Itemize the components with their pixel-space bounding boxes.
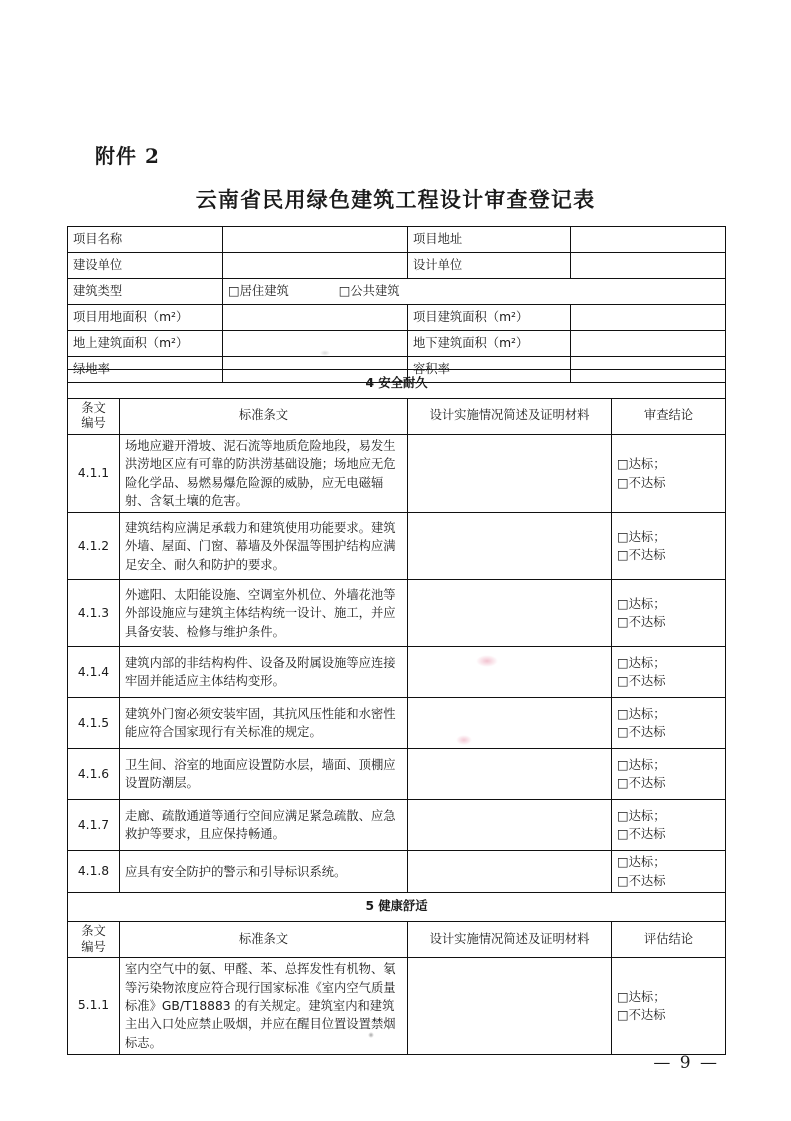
table-row bbox=[68, 958, 726, 1055]
table-row bbox=[68, 434, 726, 513]
field-value-project-address[interactable] bbox=[571, 227, 726, 253]
description-input[interactable] bbox=[408, 513, 612, 580]
field-label-above-ground-area: 地上建筑面积（m²） bbox=[68, 331, 223, 357]
description-input[interactable] bbox=[408, 851, 612, 893]
section-safety-durability-table bbox=[67, 369, 726, 1055]
checkbox-pass[interactable]: □达标； bbox=[617, 530, 666, 545]
clause-no: 4.1.7 bbox=[68, 800, 120, 851]
field-value-construction-unit[interactable] bbox=[223, 253, 408, 279]
description-input[interactable] bbox=[408, 958, 612, 1055]
checkbox-pass[interactable]: □达标； bbox=[617, 758, 666, 773]
checkbox-fail[interactable]: □不达标 bbox=[617, 827, 666, 842]
table-row bbox=[68, 749, 726, 800]
table-row bbox=[68, 513, 726, 580]
result-checkboxes[interactable] bbox=[612, 698, 726, 749]
clause-text: 建筑外门窗必须安装牢固，其抗风压性能和水密性能应符合国家现行有关标准的规定。 bbox=[120, 698, 408, 749]
table-row bbox=[68, 800, 726, 851]
checkbox-fail[interactable]: □不达标 bbox=[617, 615, 666, 630]
field-label-construction-unit: 建设单位 bbox=[68, 253, 223, 279]
description-input[interactable] bbox=[408, 800, 612, 851]
checkbox-fail[interactable]: □不达标 bbox=[617, 873, 666, 888]
field-label-site-area: 项目用地面积（m²） bbox=[68, 305, 223, 331]
description-input[interactable] bbox=[408, 434, 612, 513]
checkbox-fail[interactable]: □不达标 bbox=[617, 548, 666, 563]
column-header-description: 设计实施情况简述及证明材料 bbox=[408, 399, 612, 435]
clause-no: 4.1.2 bbox=[68, 513, 120, 580]
clause-text: 卫生间、浴室的地面应设置防水层，墙面、顶棚应设置防潮层。 bbox=[120, 749, 408, 800]
field-label-underground-area: 地下建筑面积（m²） bbox=[408, 331, 571, 357]
field-label-project-name: 项目名称 bbox=[68, 227, 223, 253]
table-row bbox=[68, 253, 726, 279]
checkbox-public-building[interactable]: □公共建筑 bbox=[338, 283, 400, 298]
table-row bbox=[68, 279, 726, 305]
clause-no: 5.1.1 bbox=[68, 958, 120, 1055]
field-label-green-ratio: 绿地率 bbox=[68, 357, 223, 383]
checkbox-pass[interactable]: □达标； bbox=[617, 989, 666, 1004]
checkbox-fail[interactable]: □不达标 bbox=[617, 776, 666, 791]
checkbox-fail[interactable]: □不达标 bbox=[617, 674, 666, 689]
checkbox-fail[interactable]: □不达标 bbox=[617, 725, 666, 740]
attachment-label: 附件 2 bbox=[95, 144, 160, 168]
field-label-project-address: 项目地址 bbox=[408, 227, 571, 253]
registration-form-table bbox=[67, 226, 726, 383]
field-value-project-floor-area[interactable] bbox=[571, 305, 726, 331]
field-value-underground-area[interactable] bbox=[571, 331, 726, 357]
clause-no: 4.1.5 bbox=[68, 698, 120, 749]
column-header-clause: 标准条文 bbox=[120, 922, 408, 958]
clause-text: 走廊、疏散通道等通行空间应满足紧急疏散、应急救护等要求，且应保持畅通。 bbox=[120, 800, 408, 851]
result-checkboxes[interactable] bbox=[612, 800, 726, 851]
description-input[interactable] bbox=[408, 580, 612, 647]
checkbox-pass[interactable]: □达标； bbox=[617, 457, 666, 472]
checkbox-pass[interactable]: □达标； bbox=[617, 707, 666, 722]
section-title-safety-durability: 4 安全耐久 bbox=[68, 370, 726, 399]
section-header-row bbox=[68, 893, 726, 922]
result-checkboxes[interactable] bbox=[612, 434, 726, 513]
checkbox-pass[interactable]: □达标； bbox=[617, 656, 666, 671]
clause-text: 建筑内部的非结构构件、设备及附属设施等应连接牢固并能适应主体结构变形。 bbox=[120, 647, 408, 698]
page-title: 云南省民用绿色建筑工程设计审查登记表 bbox=[195, 187, 596, 212]
column-header-clause: 标准条文 bbox=[120, 399, 408, 435]
checkbox-residential-building[interactable]: □居住建筑 bbox=[228, 283, 289, 298]
clause-no: 4.1.6 bbox=[68, 749, 120, 800]
field-label-building-type: 建筑类型 bbox=[68, 279, 223, 305]
checkbox-pass[interactable]: □达标； bbox=[617, 855, 666, 870]
page-number: — 9 — bbox=[653, 1053, 719, 1073]
table-row bbox=[68, 647, 726, 698]
field-value-design-unit[interactable] bbox=[571, 253, 726, 279]
table-row bbox=[68, 331, 726, 357]
table-row bbox=[68, 227, 726, 253]
table-row bbox=[68, 851, 726, 893]
field-label-plot-ratio: 容积率 bbox=[408, 357, 571, 383]
clause-text: 室内空气中的氨、甲醛、苯、总挥发性有机物、氡等污染物浓度应符合现行国家标准《室内空气质量标准》GB/T18883 的有关规定。建筑室内和建筑主出入口处应禁止吸烟，并应在醒目位置设置禁烟标志。 bbox=[120, 958, 408, 1055]
clause-text: 外遮阳、太阳能设施、空调室外机位、外墙花池等外部设施应与建筑主体结构统一设计、施工，并应具备安装、检修与维护条件。 bbox=[120, 580, 408, 647]
description-input[interactable] bbox=[408, 749, 612, 800]
result-checkboxes[interactable] bbox=[612, 749, 726, 800]
table-row bbox=[68, 305, 726, 331]
table-row bbox=[68, 698, 726, 749]
clause-no: 4.1.4 bbox=[68, 647, 120, 698]
column-header-clause-no: 条文 编号 bbox=[68, 399, 120, 435]
field-label-project-floor-area: 项目建筑面积（m²） bbox=[408, 305, 571, 331]
column-header-result: 审查结论 bbox=[612, 399, 726, 435]
column-header-row bbox=[68, 922, 726, 958]
clause-no: 4.1.3 bbox=[68, 580, 120, 647]
column-header-clause-no: 条文 编号 bbox=[68, 922, 120, 958]
description-input[interactable] bbox=[408, 698, 612, 749]
clause-text: 场地应避开滑坡、泥石流等地质危险地段，易发生洪涝地区应有可靠的防洪涝基础设施；场地应无危险化学品、易燃易爆危险源的威胁，应无电磁辐射、含氡土壤的危害。 bbox=[120, 434, 408, 513]
field-value-site-area[interactable] bbox=[223, 305, 408, 331]
checkbox-pass[interactable]: □达标； bbox=[617, 809, 666, 824]
field-label-design-unit: 设计单位 bbox=[408, 253, 571, 279]
description-input[interactable] bbox=[408, 647, 612, 698]
clause-text: 建筑结构应满足承载力和建筑使用功能要求。建筑外墙、屋面、门窗、幕墙及外保温等围护结构应满足安全、耐久和防护的要求。 bbox=[120, 513, 408, 580]
section-header-row bbox=[68, 370, 726, 399]
clause-no: 4.1.8 bbox=[68, 851, 120, 893]
checkbox-pass[interactable]: □达标； bbox=[617, 597, 666, 612]
column-header-result: 评估结论 bbox=[612, 922, 726, 958]
clause-no: 4.1.1 bbox=[68, 434, 120, 513]
result-checkboxes[interactable] bbox=[612, 580, 726, 647]
column-header-description: 设计实施情况简述及证明材料 bbox=[408, 922, 612, 958]
table-row bbox=[68, 580, 726, 647]
result-checkboxes[interactable] bbox=[612, 513, 726, 580]
result-checkboxes[interactable] bbox=[612, 647, 726, 698]
column-header-row bbox=[68, 399, 726, 435]
result-checkboxes[interactable] bbox=[612, 958, 726, 1055]
field-value-building-type bbox=[223, 279, 726, 305]
result-checkboxes[interactable] bbox=[612, 851, 726, 893]
checkbox-fail[interactable]: □不达标 bbox=[617, 1008, 666, 1023]
field-value-above-ground-area[interactable] bbox=[223, 331, 408, 357]
checkbox-fail[interactable]: □不达标 bbox=[617, 475, 666, 490]
field-value-project-name[interactable] bbox=[223, 227, 408, 253]
section-title-health-comfort: 5 健康舒适 bbox=[68, 893, 726, 922]
clause-text: 应具有安全防护的警示和引导标识系统。 bbox=[120, 851, 408, 893]
